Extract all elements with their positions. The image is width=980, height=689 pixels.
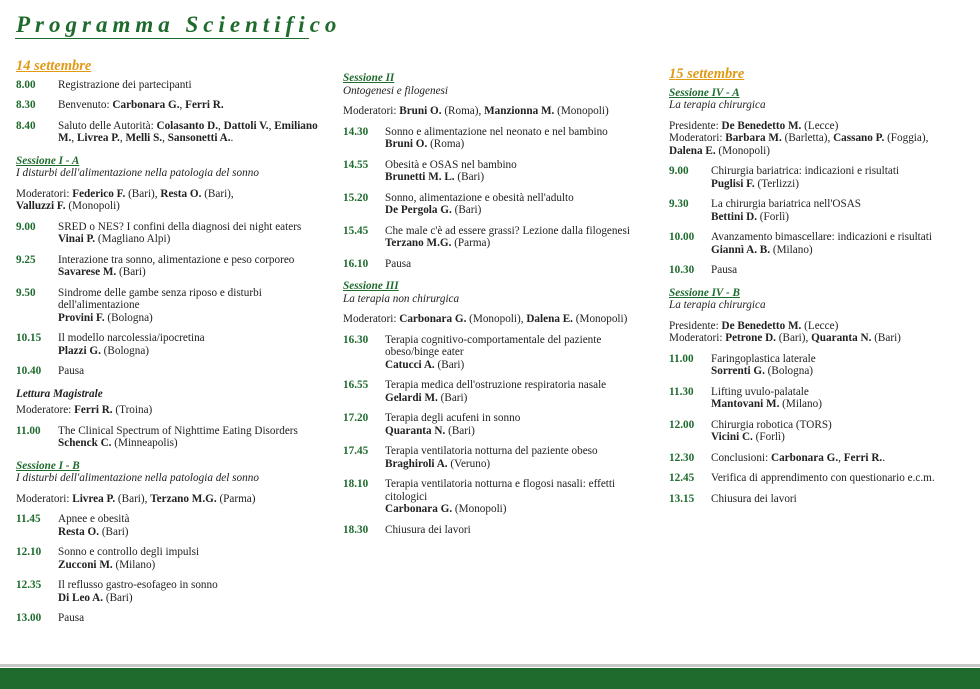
talk-city: (Bari) xyxy=(437,391,468,404)
agenda-text xyxy=(385,445,643,470)
agenda-time: 17.20 xyxy=(343,412,369,424)
talk-topic: Il reflusso gastro-esofageo in sonno xyxy=(58,579,218,591)
agenda-item xyxy=(669,472,969,485)
agenda-text: Saluto delle Autorità: Colasanto D., Dattoli V., Emiliano M., Livrea P., Melli S., Sansonetti A.. xyxy=(58,119,318,144)
talk-speaker: Plazzi G. xyxy=(58,344,101,357)
agenda-text: Pausa xyxy=(58,612,85,624)
talk-topic: Il modello narcolessia/ipocretina xyxy=(58,332,205,344)
talk-topic: Sindrome delle gambe senza riposo e disturbi dell'alimentazione xyxy=(58,286,262,311)
agenda-item xyxy=(16,425,321,450)
agenda-item xyxy=(343,159,643,184)
agenda-item xyxy=(669,452,969,465)
session-title: Sessione IV - B xyxy=(669,286,740,299)
agenda-item xyxy=(16,579,321,604)
talk-city: (Bari) xyxy=(445,424,475,437)
agenda-item xyxy=(669,353,969,378)
agenda-item xyxy=(343,445,643,470)
agenda-time: 11.30 xyxy=(669,385,694,398)
agenda-time: 18.30 xyxy=(343,523,369,536)
session-list xyxy=(669,165,969,256)
agenda-time: 9.30 xyxy=(669,198,689,210)
agenda-text xyxy=(58,513,321,538)
talk-speaker: Carbonara G. xyxy=(385,503,453,515)
talk-city: (Roma) xyxy=(427,138,465,150)
agenda-text xyxy=(58,546,321,571)
agenda-text: Pausa xyxy=(711,264,738,276)
talk-topic: Sonno, alimentazione e obesità nell'adulto xyxy=(385,191,574,204)
agenda-time: 12.10 xyxy=(16,546,42,558)
agenda-item xyxy=(16,365,321,378)
agenda-item xyxy=(16,79,321,92)
agenda-text: Verifica di apprendimento con questionario e.c.m. xyxy=(711,472,935,484)
agenda-time: 10.00 xyxy=(669,231,695,243)
agenda-item xyxy=(669,386,969,411)
day-heading-15: 15 settembre xyxy=(669,66,745,82)
session-subtitle: I disturbi dell'alimentazione nella patologia del sonno xyxy=(16,472,259,484)
talk-topic: Terapia ventilatoria notturna e flogosi nasali: effetti citologici xyxy=(385,478,616,503)
agenda-text xyxy=(385,334,643,372)
session-subtitle: Ontogenesi e filogenesi xyxy=(343,84,449,97)
agenda-text: The Clinical Spectrum of Nighttime Eating Disorders Schenck C. (Minneapolis) xyxy=(58,424,298,449)
talk-topic: Sonno e alimentazione nel neonato e nel bambino xyxy=(385,125,608,138)
talk-topic: Chirurgia bariatrica: indicazioni e risultati xyxy=(711,165,900,177)
agenda-item xyxy=(16,546,321,571)
moderators: Presidente: De Benedetto M. (Lecce) Moderatori: Petrone D. (Bari), Quaranta N. (Bari) xyxy=(669,319,901,344)
agenda-text xyxy=(385,192,643,217)
agenda-text: Chiusura dei lavori xyxy=(711,492,797,505)
talk-city: (Monopoli) xyxy=(452,503,507,515)
talk-speaker: Savarese M. xyxy=(58,266,117,278)
agenda-text xyxy=(385,478,643,516)
talk-speaker: Gelardi M. xyxy=(385,391,438,404)
session-list xyxy=(16,513,321,604)
talk-topic: Lifting uvulo-palatale xyxy=(711,385,809,398)
talk-city: (Terlizzi) xyxy=(754,177,799,190)
agenda-text: Benvenuto: Carbonara G., Ferri R. xyxy=(58,99,224,111)
agenda-text: Chiusura dei lavori xyxy=(385,523,471,536)
agenda-item xyxy=(669,264,969,277)
agenda-text xyxy=(58,254,321,279)
talk-speaker: De Pergola G. xyxy=(385,204,452,216)
agenda-text xyxy=(58,221,321,246)
title-underline xyxy=(15,38,309,39)
session-list xyxy=(343,334,643,516)
agenda-time: 12.30 xyxy=(669,451,695,464)
talk-city: (Forlì) xyxy=(757,210,790,223)
agenda-time: 17.45 xyxy=(343,445,369,457)
agenda-text: Registrazione dei partecipanti xyxy=(58,78,192,91)
agenda-text xyxy=(711,165,969,190)
talk-city: (Bologna) xyxy=(100,344,150,357)
agenda-item xyxy=(16,221,321,246)
agenda-time: 10.15 xyxy=(16,332,42,344)
talk-speaker: Resta O. xyxy=(58,525,100,538)
agenda-text xyxy=(385,379,643,404)
footer-rule xyxy=(0,664,980,667)
agenda-item xyxy=(343,258,643,271)
agenda-text: Conclusioni: Carbonara G., Ferri R.. xyxy=(711,451,886,464)
agenda-time: 12.00 xyxy=(669,418,695,431)
talk-speaker: Provini F. xyxy=(58,311,105,324)
agenda-time: 9.25 xyxy=(16,253,36,266)
agenda-item xyxy=(669,231,969,256)
talk-speaker: Di Leo A. xyxy=(58,591,104,604)
agenda-time: 9.00 xyxy=(16,220,36,233)
day-heading-14: 14 settembre xyxy=(16,58,92,74)
talk-topic: Che male c'è ad essere grassi? Lezione dalla filogenesi xyxy=(385,224,630,237)
agenda-item xyxy=(343,478,643,516)
agenda-text xyxy=(385,225,643,250)
agenda-item xyxy=(343,192,643,217)
talk-topic: Terapia cognitivo-comportamentale del paziente obeso/binge eater xyxy=(385,333,602,358)
session-title: Sessione I - B xyxy=(16,459,80,472)
session-title: Sessione IV - A xyxy=(669,86,740,99)
talk-topic: Apnee e obesità xyxy=(58,513,130,525)
session-title: Sessione II xyxy=(343,72,395,84)
agenda-item xyxy=(16,612,321,625)
talk-speaker: Bruni O. xyxy=(385,138,428,150)
session-list xyxy=(16,221,321,358)
session-subtitle: La terapia non chirurgica xyxy=(343,292,460,305)
footer-band xyxy=(0,668,980,689)
talk-city: (Bari) xyxy=(116,266,146,278)
agenda-text xyxy=(58,287,321,325)
agenda-text xyxy=(711,419,969,444)
talk-city: (Magliano Alpi) xyxy=(95,233,171,245)
agenda-time: 8.00 xyxy=(16,78,36,91)
talk-topic: SRED o NES? I confini della diagnosi dei night eaters xyxy=(58,220,302,233)
talk-speaker: Terzano M.G. xyxy=(385,237,452,249)
agenda-item xyxy=(16,254,321,279)
session-list xyxy=(343,126,643,250)
moderators: Moderatori: Federico F. (Bari), Resta O. (Bari), Valluzzi F. (Monopoli) xyxy=(16,187,234,212)
agenda-text xyxy=(385,412,643,437)
agenda-time: 11.00 xyxy=(16,424,41,437)
agenda-time: 13.15 xyxy=(669,492,695,505)
session-title: Sessione I - A xyxy=(16,154,80,167)
agenda-text xyxy=(385,159,643,184)
talk-speaker: Puglisi F. xyxy=(711,177,755,190)
agenda-time: 12.35 xyxy=(16,579,42,591)
agenda-time: 11.45 xyxy=(16,513,41,525)
agenda-time: 10.30 xyxy=(669,264,695,276)
agenda-text xyxy=(711,231,969,256)
agenda-text xyxy=(711,198,969,223)
agenda-item xyxy=(343,225,643,250)
agenda-time: 8.40 xyxy=(16,119,36,132)
talk-city: (Bari) xyxy=(451,204,482,216)
moderators: Moderatori: Bruni O. (Roma), Manzionna M. (Monopoli) xyxy=(343,105,609,117)
lecture-title: Lettura Magistrale xyxy=(16,387,103,400)
agenda-item xyxy=(669,198,969,223)
agenda-item xyxy=(343,412,643,437)
session-subtitle: La terapia chirurgica xyxy=(669,299,766,311)
agenda-time: 16.10 xyxy=(343,257,369,270)
agenda-item xyxy=(669,165,969,190)
agenda-time: 8.30 xyxy=(16,99,36,111)
agenda-time: 18.10 xyxy=(343,478,369,490)
talk-speaker: Giannì A. B. xyxy=(711,243,771,256)
agenda-text xyxy=(711,386,969,411)
agenda-time: 15.20 xyxy=(343,191,369,204)
column-day1-morning xyxy=(16,60,321,625)
moderators: Moderatori: Carbonara G. (Monopoli), Dalena E. (Monopoli) xyxy=(343,313,628,325)
talk-speaker: Zucconi M. xyxy=(58,558,113,571)
agenda-item xyxy=(343,379,643,404)
talk-city: (Milano) xyxy=(779,398,822,410)
agenda-text: Pausa xyxy=(385,257,412,270)
agenda-time: 12.45 xyxy=(669,472,695,484)
agenda-time: 16.55 xyxy=(343,379,369,391)
talk-speaker: Vinai P. xyxy=(58,233,96,245)
agenda-item xyxy=(343,524,643,537)
agenda-text: Pausa xyxy=(58,365,85,377)
agenda-item xyxy=(669,493,969,506)
talk-city: (Parma) xyxy=(451,237,491,249)
talk-topic: Faringoplastica laterale xyxy=(711,352,816,365)
agenda-time: 10.40 xyxy=(16,365,42,377)
column-day2 xyxy=(669,60,969,505)
talk-city: (Forlì) xyxy=(752,431,785,443)
talk-city: (Bologna) xyxy=(104,311,153,324)
talk-topic: Obesità e OSAS nel bambino xyxy=(385,158,517,171)
page-title: Programma Scientifico xyxy=(16,12,342,37)
talk-speaker: Brunetti M. L. xyxy=(385,171,455,183)
agenda-item xyxy=(16,99,321,112)
agenda-item xyxy=(16,120,321,145)
session-subtitle: La terapia chirurgica xyxy=(669,99,766,111)
agenda-item xyxy=(343,126,643,151)
talk-city: (Bari) xyxy=(103,591,133,604)
agenda-text xyxy=(711,353,969,378)
talk-topic: Avanzamento bimascellare: indicazioni e risultati xyxy=(711,231,932,243)
agenda-time: 16.30 xyxy=(343,333,369,346)
talk-city: (Bari) xyxy=(454,171,485,183)
moderators: Moderatore: Ferri R. (Troina) xyxy=(16,404,153,416)
session-subtitle: I disturbi dell'alimentazione nella patologia del sonno xyxy=(16,167,259,179)
column-day1-afternoon xyxy=(343,68,643,536)
talk-speaker: Mantovani M. xyxy=(711,398,780,410)
agenda-time: 9.50 xyxy=(16,286,36,299)
agenda-item xyxy=(16,287,321,325)
talk-speaker: Bettini D. xyxy=(711,210,757,223)
talk-topic: Chirurgia robotica (TORS) xyxy=(711,418,832,431)
talk-topic: Sonno e controllo degli impulsi xyxy=(58,546,200,558)
agenda-time: 13.00 xyxy=(16,612,42,624)
talk-speaker: Quaranta N. xyxy=(385,424,446,437)
talk-city: (Milano) xyxy=(770,243,813,256)
session-title: Sessione III xyxy=(343,280,399,292)
session-list xyxy=(669,353,969,444)
agenda-time: 9.00 xyxy=(669,165,689,177)
agenda-time: 11.00 xyxy=(669,352,694,365)
talk-city: (Bari) xyxy=(99,525,129,538)
talk-topic: Interazione tra sonno, alimentazione e peso corporeo xyxy=(58,253,295,266)
agenda-item xyxy=(343,334,643,372)
moderators: Moderatori: Livrea P. (Bari), Terzano M.G. (Parma) xyxy=(16,492,256,505)
moderators: Presidente: De Benedetto M. (Lecce) Moderatori: Barbara M. (Barletta), Cassano P. (Foggia), Dalena E. (Monopoli) xyxy=(669,119,929,157)
talk-topic: Terapia ventilatoria notturna del paziente obeso xyxy=(385,445,598,457)
talk-city: (Veruno) xyxy=(447,457,491,470)
agenda-text xyxy=(385,126,643,151)
talk-speaker: Catucci A. xyxy=(385,358,435,371)
talk-topic: Terapia medica dell'ostruzione respiratoria nasale xyxy=(385,379,607,391)
talk-topic: La chirurgia bariatrica nell'OSAS xyxy=(711,198,861,210)
agenda-text xyxy=(58,579,321,604)
agenda-item xyxy=(669,419,969,444)
talk-speaker: Braghiroli A. xyxy=(385,457,448,470)
agenda-time: 15.45 xyxy=(343,224,369,237)
agenda-item xyxy=(16,332,321,357)
agenda-item xyxy=(16,513,321,538)
talk-city: (Bari) xyxy=(434,358,465,371)
agenda-time: 14.55 xyxy=(343,158,369,171)
talk-city: (Bologna) xyxy=(764,365,814,377)
talk-topic: Terapia degli acufeni in sonno xyxy=(385,412,521,424)
agenda-time: 14.30 xyxy=(343,125,369,138)
agenda-text xyxy=(58,332,321,357)
talk-speaker: Vicini C. xyxy=(711,431,753,443)
talk-speaker: Sorrenti G. xyxy=(711,365,765,377)
talk-city: (Milano) xyxy=(112,558,156,571)
